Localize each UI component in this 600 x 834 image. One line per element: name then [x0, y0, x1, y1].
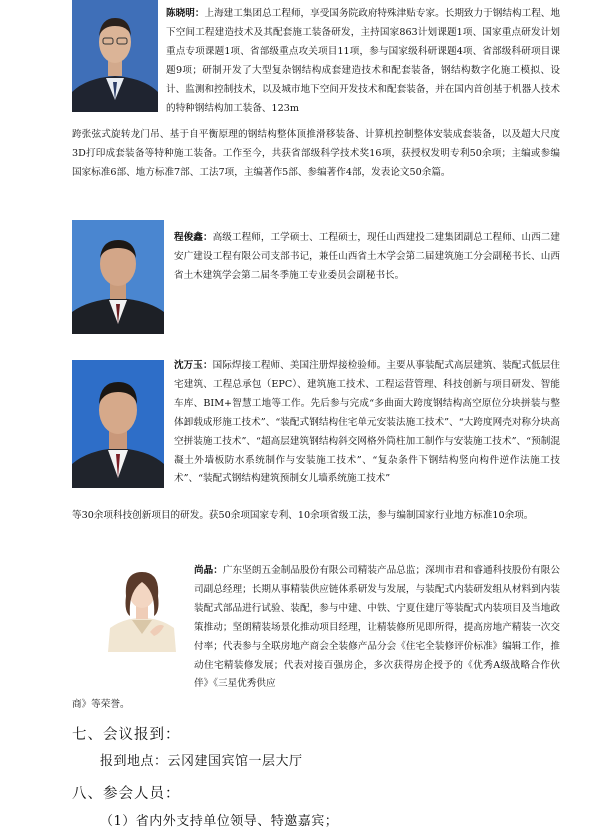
bio-name: 程俊鑫：: [174, 232, 213, 243]
section-8-heading: 八、参会人员：: [72, 786, 181, 802]
bio-name: 尚晶：: [194, 565, 223, 576]
bio-chen-rest: [72, 126, 560, 183]
bio-text: 商》等荣誉。: [72, 699, 130, 710]
portrait-photo-1: [72, 0, 158, 112]
bio-text: 国际焊接工程师、美国注册焊接检验师。主要从事装配式高层建筑、装配式低层住宅建筑、工程总承包（EPC）、建筑施工技术、工程运营管理、科技创新与项目研发、智能车库、BIM+智慧工地等工作。先后参与完成“多曲面大跨度钢结构高空原位分块拼装与整体卸载成形施工技术”、“装配式钢结构住宅单元安装法施工技术”、“大跨度网壳对称分块高空拼装施工技术”、“超高层建筑钢结构斜交网格外筒柱加工制作与安装施工技术”、“预制混凝土外墙板防水系统制作与安装施工技术”、“复杂条件下钢结构竖向构件逆作法施工技术”、“装配式钢结构建筑预制女儿墙系统施工技术”: [174, 360, 561, 485]
bio-text: 等30余项科技创新项目的研发。获50余项国家专利、10余项省级工法，参与编制国家行业地方标准10余项。: [72, 510, 534, 521]
bio-shen-top: [174, 357, 560, 489]
section-7-heading: 七、会议报到：: [72, 727, 181, 743]
bio-text: 跨张弦式旋转龙门吊、基于自平衡原理的钢结构整体顶推滑移装备、计算机控制整体安装成套装备，以及超大尺度3D打印成套装备等特种施工装备。工作至今，共获省部级科学技术奖16项，获授权发明专利50余项；主编或参编国家标准6部、地方标准7部、工法7项，主编著作5部、参编著作4部，发表论文50余篇。: [72, 129, 560, 178]
bio-cheng: [174, 229, 560, 286]
bio-shang-rest: [72, 696, 560, 715]
bio-chen-top: [166, 5, 560, 118]
bio-text: 上海建工集团总工程师，享受国务院政府特殊津贴专家。长期致力于钢结构工程、地下空间工程建造技术及其配套施工装备研发，主持国家863计划课题1项、国家重点研发计划重点专项课题1项、省部级重点攻关项目11项，参与国家级科研课题4项、省部级科研项目课题9项；研制开发了大型复杂钢结构成套建造技术和配套装备，钢结构数字化施工模拟、设计、监测和控制技术，以及城市地下空间开发技术和配套装备，并在国内首创基于机器人技术的特种钢结构加工装备、123m: [166, 8, 561, 114]
portrait-photo-3: [72, 360, 164, 488]
attendee-line-1: （1）省内外支持单位领导、特邀嘉宾；: [100, 814, 339, 829]
registration-location: 报到地点：云冈建国宾馆一层大厅: [100, 754, 303, 769]
bio-name: 陈晓明：: [166, 8, 205, 19]
bio-text: 广东坚朗五金制品股份有限公司精装产品总监；深圳市君和睿通科技股份有限公司副总经理；长期从事精装供应链体系研发与发展，与装配式内装研发组从材料到内装装配式部品进行试验、装配，参与中建、中铁、宁夏住建厅等装配式内装项目及当地政策推动；坚朗精装场景化推动项目经理，让精装修所见即所得，提高房地产精装一次交付率；代表参与全联房地产商会全装修产品分会《住宅全装修评价标准》编辑工作，推动住宅精装修发展；代表对接百强房企，多次获得房企授予的《优秀A级战略合作伙伴》《三星优秀供应: [194, 565, 561, 690]
bio-shang-top: [194, 562, 560, 694]
portrait-photo-4: [98, 562, 186, 652]
bio-name: 沈万玉：: [174, 360, 213, 371]
bio-shen-rest: [72, 507, 560, 526]
bio-text: 高级工程师，工学硕士、工程硕士，现任山西建投二建集团副总工程师、山西二建安广建设工程有限公司支部书记，兼任山西省土木学会第二届建筑施工分会副秘书长、山西省土木建筑学会第二届冬季施工专业委员会副秘书长。: [174, 232, 561, 281]
portrait-photo-2: [72, 220, 164, 334]
